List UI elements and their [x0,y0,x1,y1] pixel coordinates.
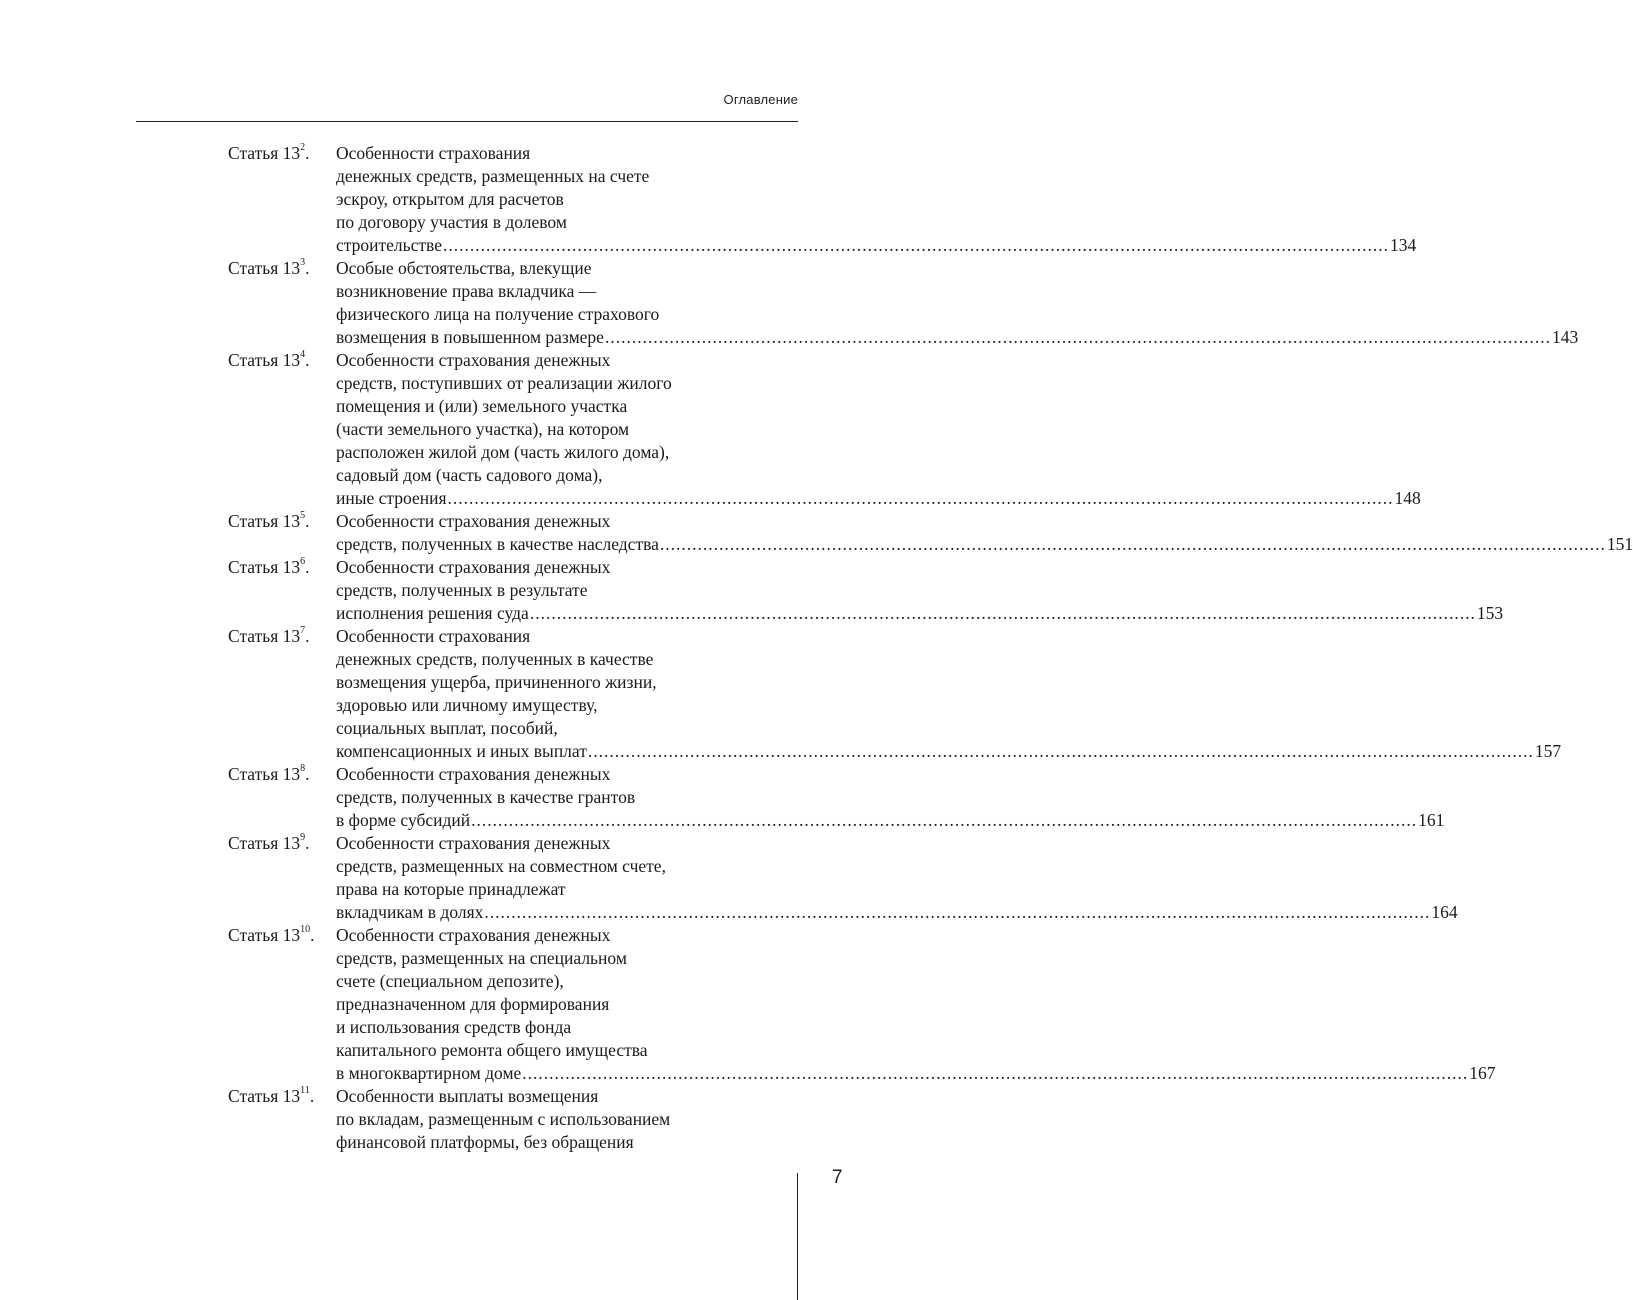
article-label-punct: . [305,350,310,370]
entry-title [336,349,1421,510]
entry-title-line: здоровью или личному имуществу, [336,695,598,715]
entry-title [336,556,1504,625]
article-number-superscript: 10 [300,924,311,936]
folio-rule [797,1173,798,1300]
article-label-punct: . [305,143,310,163]
entry-last-line [336,602,1504,625]
entry-title-line: Особенности выплаты возмещения [336,1086,599,1106]
article-label [228,510,336,533]
entry-title-line: средств, полученных в качестве наследства [336,534,659,554]
entry-last-line [336,533,1633,556]
dot-leader: ................................................................................................................................................................................ [587,741,1534,761]
entry-title [336,1085,798,1154]
entry-title-line: (части земельного участка), на котором [336,419,630,439]
entry-title-line: вкладчикам в долях [336,902,484,922]
toc-entry [228,625,1562,763]
entry-title-line: Особенности страхования денежных [336,833,611,853]
entry-title [336,832,1458,924]
toc-entry [228,257,1579,349]
toc-entry [228,832,1458,924]
entry-title-line: возмещения ущерба, причиненного жизни, [336,672,657,692]
entry-title-line: эскроу, открытом для расчетов [336,189,564,209]
entry-page-number: 148 [1394,488,1421,508]
entry-title-line: по вкладам, размещенным с использованием [336,1109,671,1129]
entry-title [336,924,1496,1085]
article-label [228,832,336,855]
entry-title-line: возмещения в повышенном размере [336,327,604,347]
entry-title-line: Особенности страхования [336,143,531,163]
article-label-text: Статья 13 [228,764,301,784]
entry-page-number: 157 [1534,741,1562,761]
article-label-text: Статья 13 [228,258,301,278]
article-label-punct: . [305,511,310,531]
entry-title-line: средств, полученных в качестве грантов [336,787,636,807]
entry-title [336,257,1579,349]
toc-entry [228,763,1445,832]
article-label [228,763,336,786]
entry-page-number: 151 [1606,534,1633,554]
dot-leader: ................................................................................................................................................................................ [484,902,1431,922]
article-number-superscript: 5 [300,510,306,522]
dot-leader: ................................................................................................................................................................................ [471,810,1418,830]
article-number-superscript: 2 [300,142,306,154]
entry-page-number: 161 [1418,810,1445,830]
article-label [228,924,336,947]
entry-title [336,625,1562,763]
entry-title-line: исполнения решения суда [336,603,529,623]
article-label-punct: . [309,1086,315,1106]
entry-title-line: физического лица на получение страхового [336,304,660,324]
page-number: 7 [832,1167,843,1188]
article-label-text: Статья 13 [228,557,301,577]
entry-title-line: в форме субсидий [336,810,471,830]
entry-title-line: Особенности страхования денежных [336,350,611,370]
entry-last-line [336,901,1458,924]
dot-leader: ................................................................................................................................................................................ [529,603,1476,623]
article-number-superscript: 4 [300,349,306,361]
entry-title-line: средств, размещенных на специальном [336,948,627,968]
entry-title-line: Особенности страхования денежных [336,764,611,784]
entry-last-line [336,1062,1496,1085]
article-number-superscript: 6 [300,556,306,568]
article-number-superscript: 11 [300,1085,310,1097]
article-label [228,1085,336,1108]
entry-title-line: счете (специальном депозите), [336,971,564,991]
entry-title-line: предназначенном для формирования [336,994,610,1014]
entry-title-line: социальных выплат, пособий, [336,718,558,738]
entry-title-line: Особенности страхования [336,626,531,646]
entry-title-line: возникновение права вкладчика — [336,281,597,301]
entry-title-line: помещения и (или) земельного участка [336,396,628,416]
entry-title-line: средств, размещенных на совместном счете, [336,856,666,876]
entry-title-line: садовый дом (часть садового дома), [336,465,603,485]
article-number-superscript: 7 [300,625,306,637]
article-label-punct: . [305,557,310,577]
dot-leader: ................................................................................................................................................................................ [522,1063,1469,1083]
article-label-text: Статья 13 [228,350,301,370]
entry-page-number: 134 [1389,235,1417,255]
entry-title-line: компенсационных и иных выплат [336,741,587,761]
article-number-superscript: 3 [300,257,306,269]
entry-title-line: денежных средств, полученных в качестве [336,649,654,669]
article-label-text: Статья 13 [228,925,301,945]
entry-page-number: 167 [1469,1063,1496,1083]
entry-title [336,510,1633,556]
article-label [228,142,336,165]
entry-title-line: Особенности страхования денежных [336,511,611,531]
dot-leader: ................................................................................................................................................................................ [447,488,1394,508]
entry-title-line: Особенности страхования денежных [336,557,611,577]
dot-leader: ................................................................................................................................................................................ [442,235,1389,255]
article-label-punct: . [310,925,315,945]
article-label-punct: . [305,764,310,784]
entry-last-line [336,740,1562,763]
entry-title-line: финансовой платформы, без обращения [336,1132,634,1152]
table-of-contents [228,142,1633,1154]
article-label-text: Статья 13 [228,511,301,531]
entry-title-line: права на которые принадлежат [336,879,566,899]
entry-title-line: капитального ремонта общего имущества [336,1040,648,1060]
entry-title-line: иные строения [336,488,447,508]
entry-title-line: расположен жилой дом (часть жилого дома), [336,442,670,462]
article-label-punct: . [305,258,310,278]
article-label-text: Статья 13 [228,626,301,646]
entry-last-line [336,326,1579,349]
entry-last-line [336,487,1421,510]
article-label [228,625,336,648]
toc-entry [228,1085,798,1154]
article-label-text: Статья 13 [228,1086,301,1106]
article-label [228,349,336,372]
entry-title-line: Особые обстоятельства, влекущие [336,258,592,278]
article-label [228,257,336,280]
dot-leader: ................................................................................................................................................................................ [659,534,1606,554]
article-number-superscript: 8 [300,763,306,775]
entry-title [336,142,1417,257]
article-label-text: Статья 13 [228,833,301,853]
toc-entry [228,349,1421,510]
toc-entry [228,142,1417,257]
dot-leader: ................................................................................................................................................................................ [604,327,1551,347]
article-number-superscript: 9 [300,832,306,844]
entry-title-line: средств, полученных в результате [336,580,588,600]
header-rule [136,121,798,122]
article-label [228,556,336,579]
entry-last-line [336,809,1445,832]
entry-title-line: и использования средств фонда [336,1017,572,1037]
toc-entry [228,556,1504,625]
entry-page-number: 143 [1551,327,1579,347]
running-head-title: Оглавление [723,92,798,107]
article-label-punct: . [305,626,310,646]
article-label-text: Статья 13 [228,143,301,163]
entry-title [336,763,1445,832]
entry-title-line: по договору участия в долевом [336,212,567,232]
entry-title-line: средств, поступивших от реализации жилого [336,373,672,393]
toc-entry [228,924,1496,1085]
entry-page-number: 153 [1476,603,1504,623]
article-label-punct: . [305,833,310,853]
entry-page-number: 164 [1431,902,1458,922]
entry-title-line: строительстве [336,235,442,255]
entry-last-line [336,234,1417,257]
entry-title-line: в многоквартирном доме [336,1063,522,1083]
entry-title-line: Особенности страхования денежных [336,925,611,945]
toc-entry [228,510,1633,556]
entry-title-line: денежных средств, размещенных на счете [336,166,650,186]
